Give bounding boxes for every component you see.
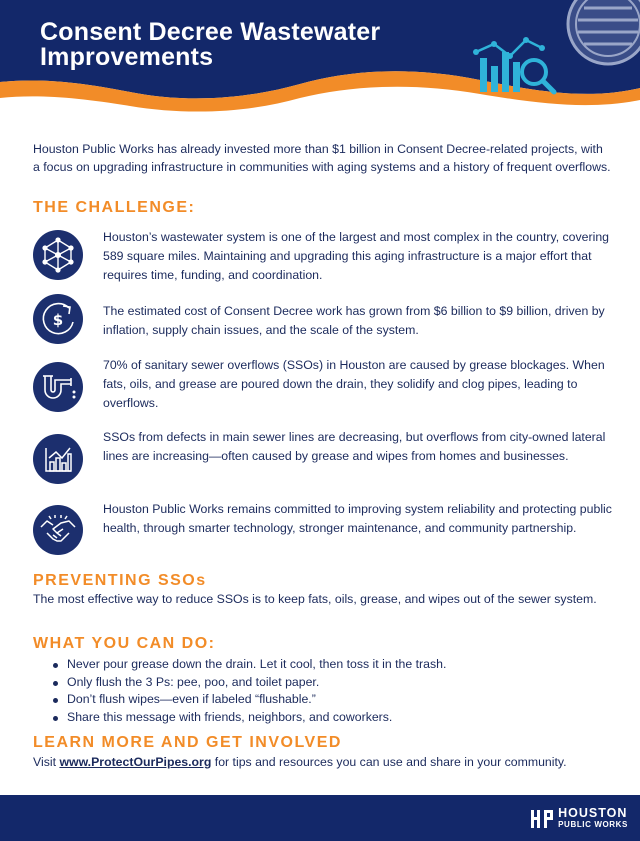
what-you-can-do-heading: WHAT YOU CAN DO: (33, 635, 216, 652)
visit-prefix: Visit (33, 755, 60, 769)
challenge-text-2: The estimated cost of Consent Decree work has grown from $6 billion to $9 billion, driven by inflation, supply chain issues, and the scale of the system. (103, 304, 605, 337)
list-item: Never pour grease down the drain. Let it cool, then toss it in the trash. (53, 656, 593, 674)
hpw-logo-mark-icon (531, 808, 553, 830)
list-item: Only flush the 3 Ps: pee, poo, and toilet paper. (53, 674, 593, 692)
houston-public-works-logo (531, 807, 628, 831)
list-item: Share this message with friends, neighbors, and coworkers. (53, 709, 593, 727)
list-item: Don’t flush wipes—even if labeled “flushable.” (53, 691, 593, 709)
challenge-text-4: SSOs from defects in main sewer lines are decreasing, but overflows from city-owned lateral lines are increasing—often caused by grease and wipes from homes and businesses. (103, 430, 606, 463)
preventing-text: The most effective way to reduce SSOs is to keep fats, oils, grease, and wipes out of the sewer system. (33, 592, 597, 606)
bar-chart-icon (33, 434, 83, 484)
title-line-2: Improvements (40, 43, 214, 71)
header-banner (0, 0, 640, 125)
challenge-item-1 (33, 228, 623, 288)
page-title (40, 20, 380, 70)
network-icon (33, 230, 83, 280)
visit-paragraph (33, 754, 593, 771)
rising-cost-icon (33, 294, 83, 344)
footer-bar (0, 795, 640, 841)
title-line-1: Consent Decree Wastewater (40, 18, 381, 46)
visit-suffix: for tips and resources you can use and share in your community. (211, 755, 567, 769)
challenge-text-1: Houston’s wastewater system is one of the largest and most complex in the country, covering 589 square miles. Maintaining and upgrading this aging infrastructure is a major effort that requires time, funding, and coordination. (103, 230, 610, 282)
challenge-item-4 (33, 428, 623, 488)
challenge-text-3: 70% of sanitary sewer overflows (SSOs) in Houston are caused by grease blockages. When fats, oils, and grease are poured down the drain, they solidify and clog pipes, leading to overflows. (103, 358, 605, 410)
challenge-item-5 (33, 500, 623, 560)
challenge-item-3 (33, 356, 623, 416)
tips-list (53, 656, 593, 726)
preventing-heading: PREVENTING SSOs (33, 572, 207, 589)
logo-line-2: PUBLIC WORKS (558, 820, 628, 829)
protect-our-pipes-link[interactable]: www.ProtectOurPipes.org (59, 755, 212, 769)
handshake-icon (33, 505, 83, 555)
analytics-icon (460, 0, 640, 110)
logo-line-1: HOUSTON (558, 806, 628, 820)
svg-text:$: $ (52, 311, 64, 329)
learn-more-heading: LEARN MORE AND GET INVOLVED (33, 734, 342, 751)
intro-paragraph: Houston Public Works has already invested more than $1 billion in Consent Decree-related projects, with a focus on upgrading infrastructure in communities with aging systems and a history of frequent overflows. (33, 142, 611, 174)
challenge-text-5: Houston Public Works remains committed to improving system reliability and protecting public health, through smarter technology, stronger maintenance, and community partnership. (103, 502, 612, 535)
manhole-cover-icon (568, 0, 640, 64)
pipe-icon (33, 362, 83, 412)
challenge-item-2 (33, 294, 623, 354)
challenge-heading: THE CHALLENGE: (33, 199, 196, 216)
